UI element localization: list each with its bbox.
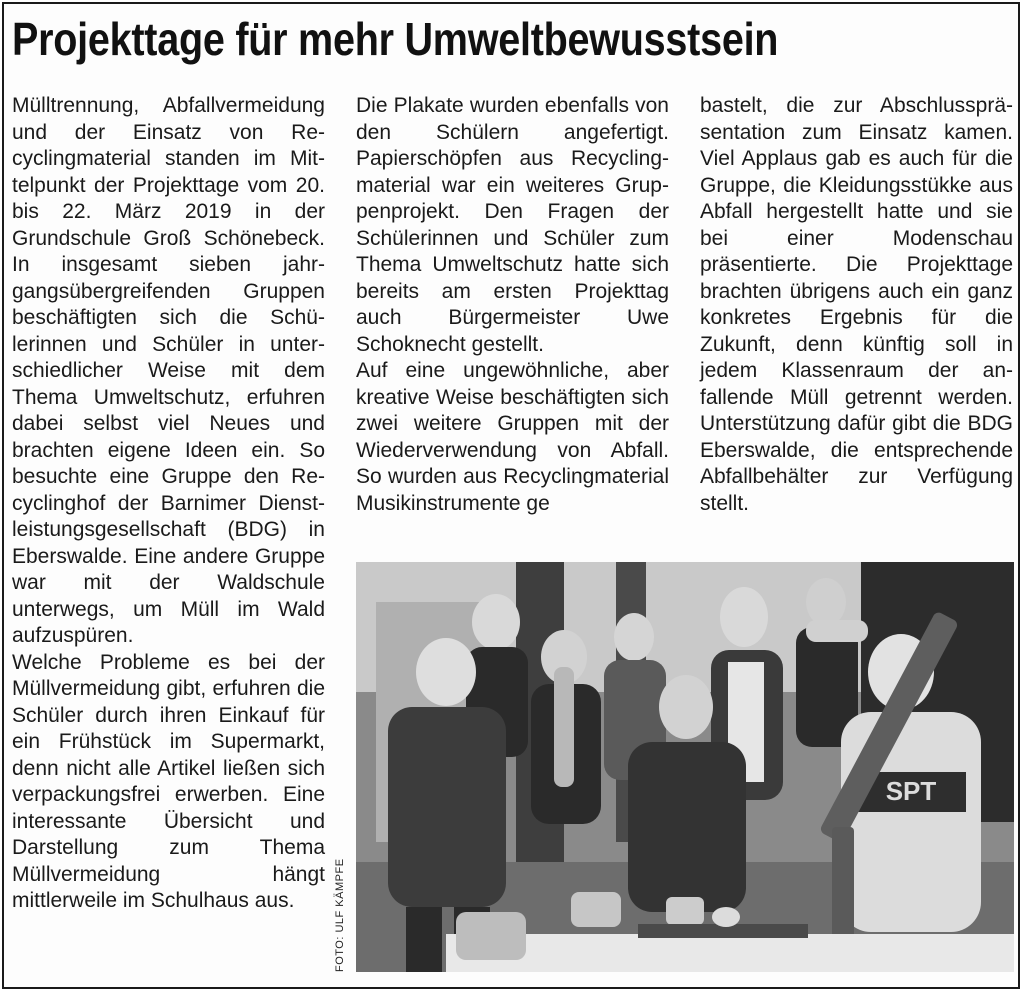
text-column-2 [356, 93, 669, 517]
headline: Projekttage für mehr Umweltbewusstsein [12, 13, 779, 65]
paragraph: bastelt, die zur Abschlusspräsentation zum Einsatz kamen. Viel Applaus gab es auch für die Gruppe, die Kleidungsstükke aus Abfall hergestellt hatte und sie bei einer Modenschau präsentierte. Die Projekttage brachten übrigens auch ein ganz konkretes Ergebnis für die Zukunft, denn künftig soll in jedem Klassenraum der anfallende Müll getrennt werden. Unterstützung dafür gibt die BDG Eberswalde, die entsprechende Abfallbehälter zur Verfügung stellt. [700, 94, 1013, 515]
paragraph: Die Plakate wurden ebenfalls von den Schülern angefertigt. Papierschöpfen aus Recyclingmaterial war ein weiteres Gruppenprojekt. Den Fragen der Schülerinnen und Schüler zum Thema Umweltschutz hatte sich bereits am ersten Projekttag auch Bürgermeister Uwe Schoknecht gestellt. [356, 94, 669, 356]
photo-illustration [356, 562, 1014, 972]
text-column-3 [700, 93, 1013, 517]
photo-credit: FOTO: ULF KÄMPFE [334, 858, 346, 972]
group-photo-children [356, 562, 1014, 972]
paragraph: Mülltrennung, Abfallvermeidung und der Einsatz von Recyclingmaterial standen im Mittelpunkt der Projekttage vom 20. bis 22. März 2019 in der Grundschule Groß Schönebeck. In insgesamt sieben jahrgangsübergreifenden Gruppen beschäftigten sich die Schülerinnen und Schüler in unterschiedlicher Weise mit dem Thema Umweltschutz, erfuhren dabei selbst viel Neues und brachten eigene Ideen ein. So besuchte eine Gruppe den Recyclinghof der Barnimer Dienstleistungsgesellschaft (BDG) in Eberswalde. Eine andere Gruppe war mit der Waldschule unterwegs, um Müll im Wald aufzuspüren. [12, 94, 325, 647]
paragraph: Welche Probleme es bei der Müllvermeidung gibt, erfuhren die Schüler durch ihren Einkauf für ein Frühstück im Supermarkt, denn nicht alle Artikel ließen sich verpackungsfrei erwerben. Eine interessante Übersicht und Darstellung zum Thema Müllvermeidung hängt mittlerweile im Schulhaus aus. [12, 650, 325, 912]
sweater-print: SPT [885, 776, 937, 806]
text-column-1 [12, 93, 325, 915]
paragraph: Auf eine ungewöhnliche, aber kreative Weise beschäftigten sich zwei weitere Gruppen mit der Wiederverwendung von Abfall. So wurden aus Recyclingmaterial Musikinstrumente ge [356, 359, 669, 515]
